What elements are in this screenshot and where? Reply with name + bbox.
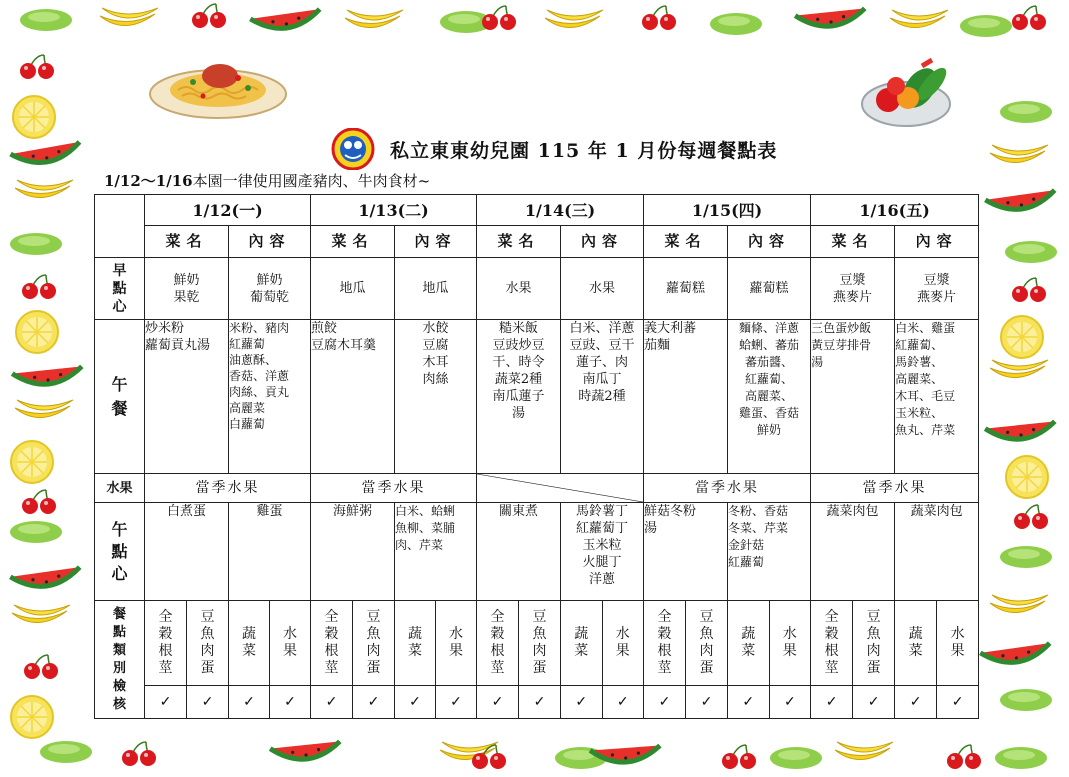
fruit-cell-blank — [477, 474, 644, 503]
category-protein: 豆 魚 肉 蛋 — [366, 609, 381, 676]
col-name-header: 菜名 — [311, 226, 395, 258]
afternoon-dish: 鮮菇冬粉 湯 — [644, 503, 728, 601]
check-mark: ✓ — [533, 693, 546, 710]
lunch-dish: 糙米飯 豆豉炒豆 干、時令 蔬菜2種 南瓜蓮子 湯 — [477, 320, 561, 474]
morning-dish: 水果 — [477, 258, 561, 320]
check-group — [644, 686, 728, 719]
row-label-lunch — [95, 320, 145, 474]
lunch-ingredients: 水餃 豆腐 木耳 肉絲 — [395, 320, 477, 474]
category-group — [145, 601, 229, 686]
check-mark: ✓ — [811, 686, 853, 718]
morning-dish: 蘿蔔糕 — [644, 258, 728, 320]
category-protein: 豆 魚 肉 蛋 — [532, 609, 547, 676]
lunch-dish: 三色蛋炒飯 黃豆芽排骨 湯 — [811, 320, 895, 474]
col-content-header: 內容 — [395, 226, 477, 258]
afternoon-ingredients: 冬粉、香菇 冬菜、芹菜 金針菇 紅蘿蔔 — [728, 503, 811, 601]
fruit-cell: 當季水果 — [811, 474, 979, 503]
check-group — [561, 686, 644, 719]
afternoon-dish: 關東煮 — [477, 503, 561, 601]
afternoon-ingredients: 雞蛋 — [229, 503, 311, 601]
category-group — [477, 601, 561, 686]
category-vegetable: 蔬 菜 — [895, 601, 937, 685]
category-fruit: 水 果 — [782, 626, 797, 659]
category-fruit: 水 果 — [950, 626, 965, 659]
morning-ingredients: 地瓜 — [395, 258, 477, 320]
check-mark: ✓ — [867, 693, 880, 710]
category-group — [561, 601, 644, 686]
category-grain: 全 穀 根 莖 — [145, 601, 187, 685]
afternoon-ingredients: 白米、蛤蜊 魚柳、菜脯 肉、芹菜 — [395, 503, 477, 601]
category-grain: 全 穀 根 莖 — [311, 601, 353, 685]
check-group — [728, 686, 811, 719]
lunch-dish: 義大利蕃 茄麵 — [644, 320, 728, 474]
afternoon-dish: 白煮蛋 — [145, 503, 229, 601]
diagonal-line — [477, 474, 643, 502]
lunch-dish: 煎餃 豆腐木耳羹 — [311, 320, 395, 474]
category-fruit: 水 果 — [449, 626, 464, 659]
check-mark: ✓ — [229, 686, 270, 718]
check-group — [311, 686, 395, 719]
lunch-ingredients: 白米、雞蛋 紅蘿蔔、 馬鈴薯、 高麗菜、 木耳、毛豆 玉米粒、 魚丸、芹菜 — [895, 320, 979, 474]
col-content-header: 內容 — [561, 226, 644, 258]
subtitle-line — [104, 170, 430, 191]
category-fruit: 水 果 — [615, 626, 630, 659]
day-header: 1/16(五) — [811, 195, 979, 226]
check-mark: ✓ — [895, 686, 937, 718]
page-title: 私立東東幼兒園 115 年 1 月份每週餐點表 — [390, 139, 778, 162]
category-grain: 全 穀 根 莖 — [644, 601, 686, 685]
lunch-ingredients: 白米、洋蔥 豆豉、豆干 蓮子、肉 南瓜丁 時蔬2種 — [561, 320, 644, 474]
category-vegetable: 蔬 菜 — [728, 601, 769, 685]
day-header: 1/15(四) — [644, 195, 811, 226]
category-protein: 豆 魚 肉 蛋 — [699, 609, 714, 676]
check-mark: ✓ — [367, 693, 380, 710]
row-label-text: 餐點類別檢核 — [112, 606, 126, 712]
fruit-cell: 當季水果 — [311, 474, 477, 503]
check-group — [395, 686, 477, 719]
row-label-morning-snack — [95, 258, 145, 320]
row-label-text: 午餐 — [111, 374, 128, 418]
check-group — [477, 686, 561, 719]
category-group — [644, 601, 728, 686]
check-mark: ✓ — [477, 686, 519, 718]
check-mark: ✓ — [395, 686, 436, 718]
category-group — [229, 601, 311, 686]
afternoon-dish: 蔬菜肉包 — [811, 503, 895, 601]
day-header: 1/13(二) — [311, 195, 477, 226]
morning-ingredients: 蘿蔔糕 — [728, 258, 811, 320]
spaghetti-plate-illustration — [148, 52, 288, 122]
morning-dish: 鮮奶 果乾 — [145, 258, 229, 320]
row-label-fruit: 水果 — [95, 474, 145, 503]
category-grain: 全 穀 根 莖 — [477, 601, 519, 685]
morning-ingredients: 豆漿 燕麥片 — [895, 258, 979, 320]
check-mark: ✓ — [783, 693, 796, 710]
fruit-cell: 當季水果 — [644, 474, 811, 503]
school-logo — [330, 128, 376, 170]
date-range: 1/12～1/16 — [104, 172, 193, 190]
check-group — [811, 686, 895, 719]
check-mark: ✓ — [145, 686, 187, 718]
check-mark: ✓ — [728, 686, 769, 718]
vegetable-plate-illustration — [860, 58, 955, 130]
morning-ingredients: 水果 — [561, 258, 644, 320]
weekly-menu-table — [94, 194, 979, 719]
afternoon-ingredients: 馬鈴薯丁 紅蘿蔔丁 玉米粒 火腿丁 洋蔥 — [561, 503, 644, 601]
category-fruit: 水 果 — [283, 626, 297, 659]
check-group — [145, 686, 229, 719]
row-label-text: 午點心 — [111, 519, 128, 583]
check-mark: ✓ — [644, 686, 686, 718]
title-area — [330, 128, 777, 170]
morning-ingredients: 鮮奶 葡萄乾 — [229, 258, 311, 320]
category-vegetable: 蔬 菜 — [395, 601, 436, 685]
row-label-meal-check — [95, 601, 145, 719]
category-vegetable: 蔬 菜 — [229, 601, 270, 685]
category-vegetable: 蔬 菜 — [561, 601, 602, 685]
category-protein: 豆 魚 肉 蛋 — [866, 609, 881, 676]
check-mark: ✓ — [951, 693, 964, 710]
check-group — [895, 686, 979, 719]
check-mark: ✓ — [700, 693, 713, 710]
category-grain: 全 穀 根 莖 — [811, 601, 853, 685]
category-group — [395, 601, 477, 686]
fruit-cell: 當季水果 — [145, 474, 311, 503]
morning-dish: 豆漿 燕麥片 — [811, 258, 895, 320]
check-mark: ✓ — [561, 686, 602, 718]
category-group — [311, 601, 395, 686]
afternoon-dish: 海鮮粥 — [311, 503, 395, 601]
check-mark: ✓ — [284, 693, 296, 710]
check-mark: ✓ — [616, 693, 629, 710]
category-group — [728, 601, 811, 686]
category-group — [895, 601, 979, 686]
check-mark: ✓ — [201, 693, 214, 710]
category-group — [811, 601, 895, 686]
col-name-header: 菜名 — [644, 226, 728, 258]
row-label-text: 早點心 — [112, 262, 127, 315]
lunch-ingredients: 麵條、洋蔥 蛤蜊、蕃茄 蕃茄醬、 紅蘿蔔、 高麗菜、 雞蛋、香菇 鮮奶 — [728, 320, 811, 474]
day-header: 1/14(三) — [477, 195, 644, 226]
lunch-dish: 炒米粉 蘿蔔貢丸湯 — [145, 320, 229, 474]
morning-dish: 地瓜 — [311, 258, 395, 320]
meat-origin-note: 本園一律使用國產豬肉、牛肉食材~ — [192, 172, 431, 190]
check-group — [229, 686, 311, 719]
col-content-header: 內容 — [728, 226, 811, 258]
lunch-ingredients: 米粉、豬肉 紅蘿蔔 油蔥酥、 香菇、洋蔥 肉絲、貢丸 高麗菜 白蘿蔔 — [229, 320, 311, 474]
check-mark: ✓ — [450, 693, 462, 710]
col-name-header: 菜名 — [811, 226, 895, 258]
col-content-header: 內容 — [229, 226, 311, 258]
row-label-afternoon-snack — [95, 503, 145, 601]
col-content-header: 內容 — [895, 226, 979, 258]
check-mark: ✓ — [311, 686, 353, 718]
afternoon-ingredients: 蔬菜肉包 — [895, 503, 979, 601]
col-name-header: 菜名 — [477, 226, 561, 258]
col-name-header: 菜名 — [145, 226, 229, 258]
category-protein: 豆 魚 肉 蛋 — [200, 609, 215, 676]
day-header: 1/12(一) — [145, 195, 311, 226]
corner-cell — [95, 195, 145, 258]
